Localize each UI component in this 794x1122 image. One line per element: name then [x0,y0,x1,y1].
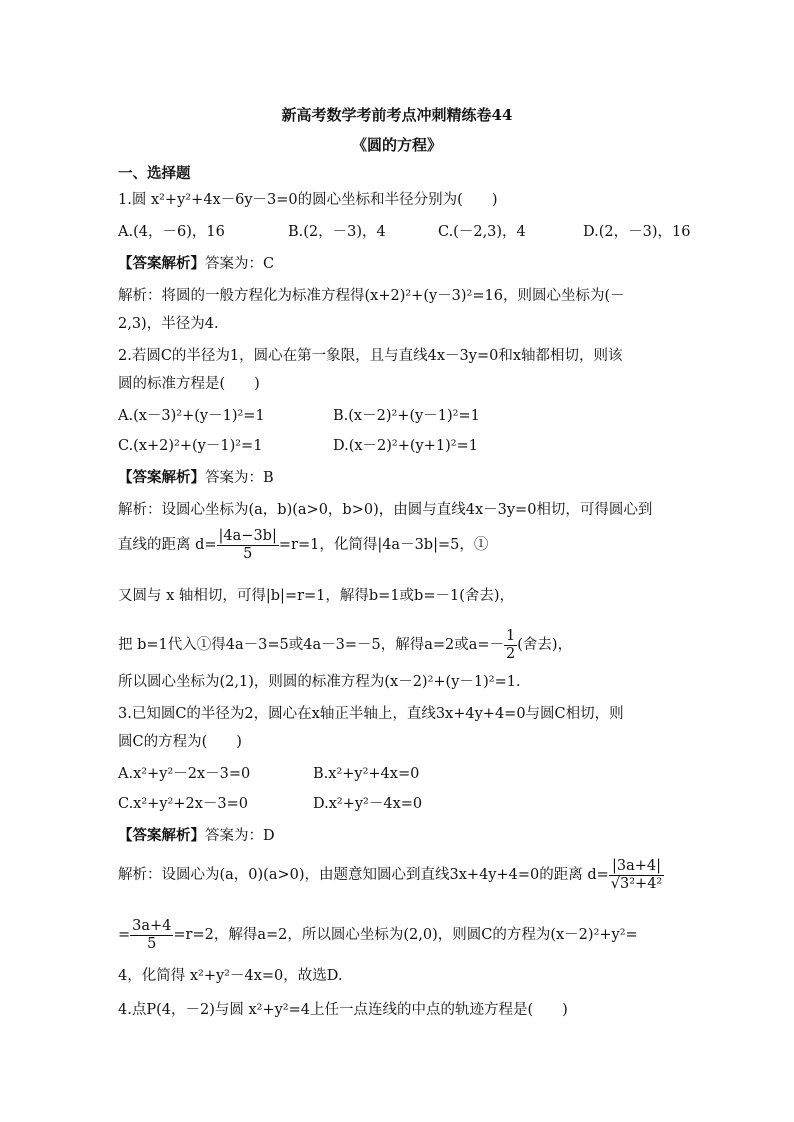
answer-label: 【答案解析】 [118,469,205,486]
text-segment: =r=1，化简得|4a－3b|=5，① [278,537,489,554]
q3-options-row [118,794,422,814]
q3-option-a: A.x²+y²－2x－3=0 [118,766,251,782]
fraction-denominator: √3²+4² [610,875,663,892]
q2-explanation-line: 所以圆心坐标为(2,1)，则圆的标准方程为(x－2)²+(y－1)²=1. [118,674,521,690]
q3-stem-line: 圆C的方程为( ) [118,734,242,750]
answer-value: 答案为：C [205,256,275,272]
q3-option-b: B.x²+y²+4x=0 [313,766,420,782]
q1-option-b: B.(2，－3)，4 [288,224,386,240]
q1-option-c: C.(－2,3)，4 [438,224,526,240]
q3-options-row [118,764,419,784]
fraction-denominator: 5 [243,545,253,562]
answer-label: 【答案解析】 [118,827,205,844]
q1-explanation-line: 解析：将圆的一般方程化为标准方程得(x+2)²+(y－3)²=16，则圆心坐标为(－ [118,288,625,304]
q2-explanation-line [118,528,488,562]
answer-label: 【答案解析】 [118,255,205,272]
fraction-denominator: 2 [506,645,516,662]
q2-explanation-line [118,628,572,662]
q1-answer [118,254,274,274]
q3-explanation-line: 4，化简得 x²+y²－4x=0，故选D. [118,968,343,984]
q3-explanation-line [118,918,638,952]
q3-option-d: D.x²+y²－4x=0 [313,796,423,812]
fraction-numerator: 1 [506,628,516,644]
q2-option-b: B.(x－2)²+(y－1)²=1 [333,408,480,424]
q4-stem: 4.点P(4，－2)与圆 x²+y²=4上任一点连线的中点的轨迹方程是( ) [118,1002,568,1018]
q2-explanation-line: 又圆与 x 轴相切，可得|b|=r=1，解得b=1或b=－1(舍去)， [118,588,515,604]
q2-option-d: D.(x－2)²+(y+1)²=1 [333,438,478,454]
q3-option-c: C.x²+y²+2x－3=0 [118,796,248,812]
fraction [504,628,517,662]
fraction-numerator: |3a+4| [609,858,664,876]
answer-value: 答案为：B [205,470,274,486]
text-segment: 直线的距离 d= [118,537,217,554]
text-segment: = [118,927,131,944]
q2-option-c: C.(x+2)²+(y－1)²=1 [118,438,263,454]
q3-stem-line: 3.已知圆C的半径为2，圆心在x轴正半轴上，直线3x+4y+4=0与圆C相切，则 [118,706,624,722]
q1-stem: 1.圆 x²+y²+4x－6y－3=0的圆心坐标和半径分别为( ) [118,192,498,208]
q3-answer [118,826,275,846]
section-heading: 一、选择题 [118,165,191,182]
fraction-numerator: 3a+4 [132,918,172,934]
fraction-denominator: 5 [147,935,157,952]
q1-option-a: A.(4，－6)，16 [118,224,225,240]
q1-options [118,222,690,242]
text-segment: 解析：设圆心为(a，0)(a>0)，由题意知圆心到直线3x+4y+4=0的距离 d= [118,867,609,884]
page-subtitle: 《圆的方程》 [351,136,442,154]
page-title: 新高考数学考前考点冲刺精练卷44 [281,106,513,124]
fraction [217,528,279,562]
text-segment: =r=2，解得a=2，所以圆心坐标为(2,0)，则圆C的方程为(x－2)²+y²= [173,927,638,944]
q2-stem-line: 2.若圆C的半径为1，圆心在第一象限，且与直线4x－3y=0和x轴都相切，则该 [118,348,623,364]
fraction-numerator: |4a−3b| [218,528,277,544]
fraction [130,918,173,952]
q2-options-row [118,406,480,426]
text-segment: 把 b=1代入①得4a－3=5或4a－3=－5，解得a=2或a=－ [118,637,505,654]
answer-value: 答案为：D [205,828,275,844]
q2-answer [118,468,274,488]
q2-stem-line: 圆的标准方程是( ) [118,376,260,392]
q2-explanation-line: 解析：设圆心坐标为(a，b)(a>0，b>0)，由圆与直线4x－3y=0相切，可得圆心到 [118,502,653,518]
q1-explanation-line: 2,3)，半径为4. [118,316,219,332]
q2-options-row [118,436,478,456]
fraction [609,858,664,892]
q1-option-d: D.(2，－3)，16 [583,224,691,240]
q3-explanation-line [118,858,664,892]
q2-option-a: A.(x－3)²+(y－1)²=1 [118,408,265,424]
text-segment: (舍去)， [517,637,573,654]
